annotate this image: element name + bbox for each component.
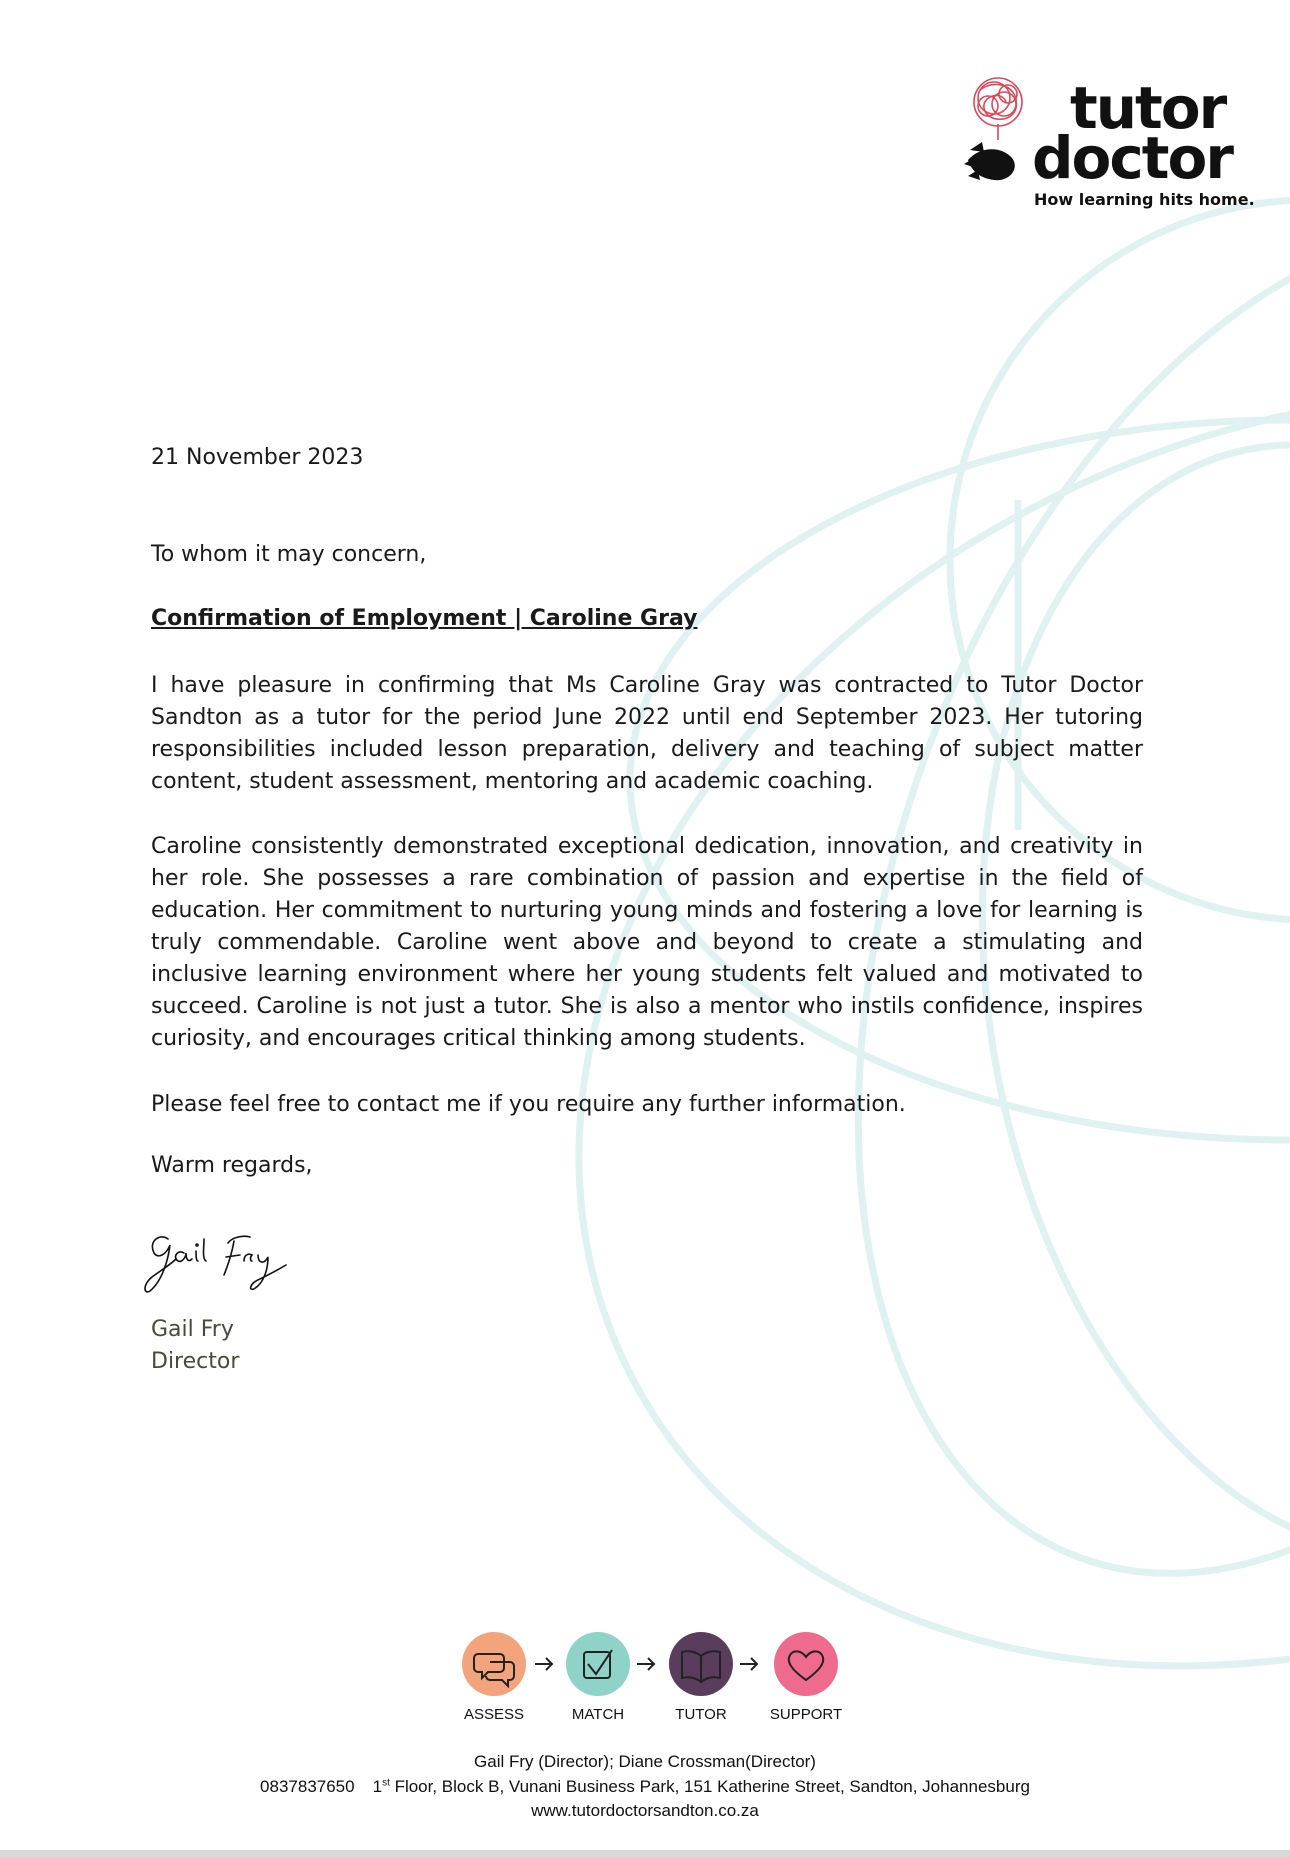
signer-name: Gail Fry	[151, 1317, 234, 1342]
footer-phone: 0837837650	[260, 1777, 355, 1796]
arrow-right-icon	[740, 1658, 757, 1670]
step-assess	[462, 1632, 526, 1696]
footer-address-sup: st	[382, 1777, 390, 1789]
letter-paragraph-1: I have pleasure in confirming that Ms Caroline Gray was contracted to Tutor Doctor Sandton as a tutor for the period June 2022 until end September 2023. Her tutoring responsibilities included lesson preparation, delivery and teaching of subject matter content, student assessment, mentoring and academic coaching.	[151, 673, 1143, 794]
page-bottom-edge	[0, 1850, 1290, 1857]
footer-address: Floor, Block B, Vunani Business Park, 151 Katherine Street, Sandton, Johannesburg	[389, 1777, 1030, 1796]
arrow-right-icon	[637, 1658, 654, 1670]
signer-title: Director	[151, 1349, 240, 1374]
step-label-support: SUPPORT	[769, 1706, 843, 1723]
logo-wordmark	[1032, 74, 1262, 192]
step-label-tutor: TUTOR	[675, 1706, 727, 1723]
letter-subject: Confirmation of Employment | Caroline Gray	[151, 606, 698, 631]
footer-address-floor: 1	[372, 1777, 383, 1796]
step-label-assess: ASSESS	[463, 1706, 525, 1723]
step-support	[774, 1632, 838, 1696]
letter-salutation: To whom it may concern,	[151, 542, 427, 567]
letter-date: 21 November 2023	[151, 445, 364, 470]
signer-block	[151, 1314, 239, 1378]
logo-line-1: tutor	[1070, 74, 1226, 142]
footer-contact	[0, 1777, 1290, 1797]
letter-closing: Warm regards,	[151, 1153, 313, 1178]
handwritten-signature	[140, 1225, 310, 1295]
arrow-right-icon	[535, 1658, 552, 1670]
process-steps	[460, 1628, 860, 1708]
letter-paragraph-2: Caroline consistently demonstrated exceptional dedication, innovation, and creativity in her role. She possesses a rare combination of passion and expertise in the field of education. Her commitment to nurturing young minds and fostering a love for learning is truly commendable. Caroline went above and beyond to create a stimulating and inclusive learning environment where her young students felt valued and motivated to succeed. Caroline is not just a tutor. She is also a mentor who instils confidence, inspires curiosity, and encourages critical thinking among students.	[151, 834, 1143, 1051]
footer-website: www.tutordoctorsandton.co.za	[531, 1801, 759, 1820]
letter-paragraph-3: Please feel free to contact me if you require any further information.	[151, 1092, 906, 1117]
logo-line-2: doctor	[1032, 123, 1232, 192]
step-tutor	[669, 1632, 733, 1696]
step-match	[566, 1632, 630, 1696]
footer-directors: Gail Fry (Director); Diane Crossman(Director)	[474, 1752, 816, 1771]
logo-tagline: How learning hits home.	[1034, 190, 1255, 209]
step-label-match: MATCH	[571, 1706, 625, 1723]
